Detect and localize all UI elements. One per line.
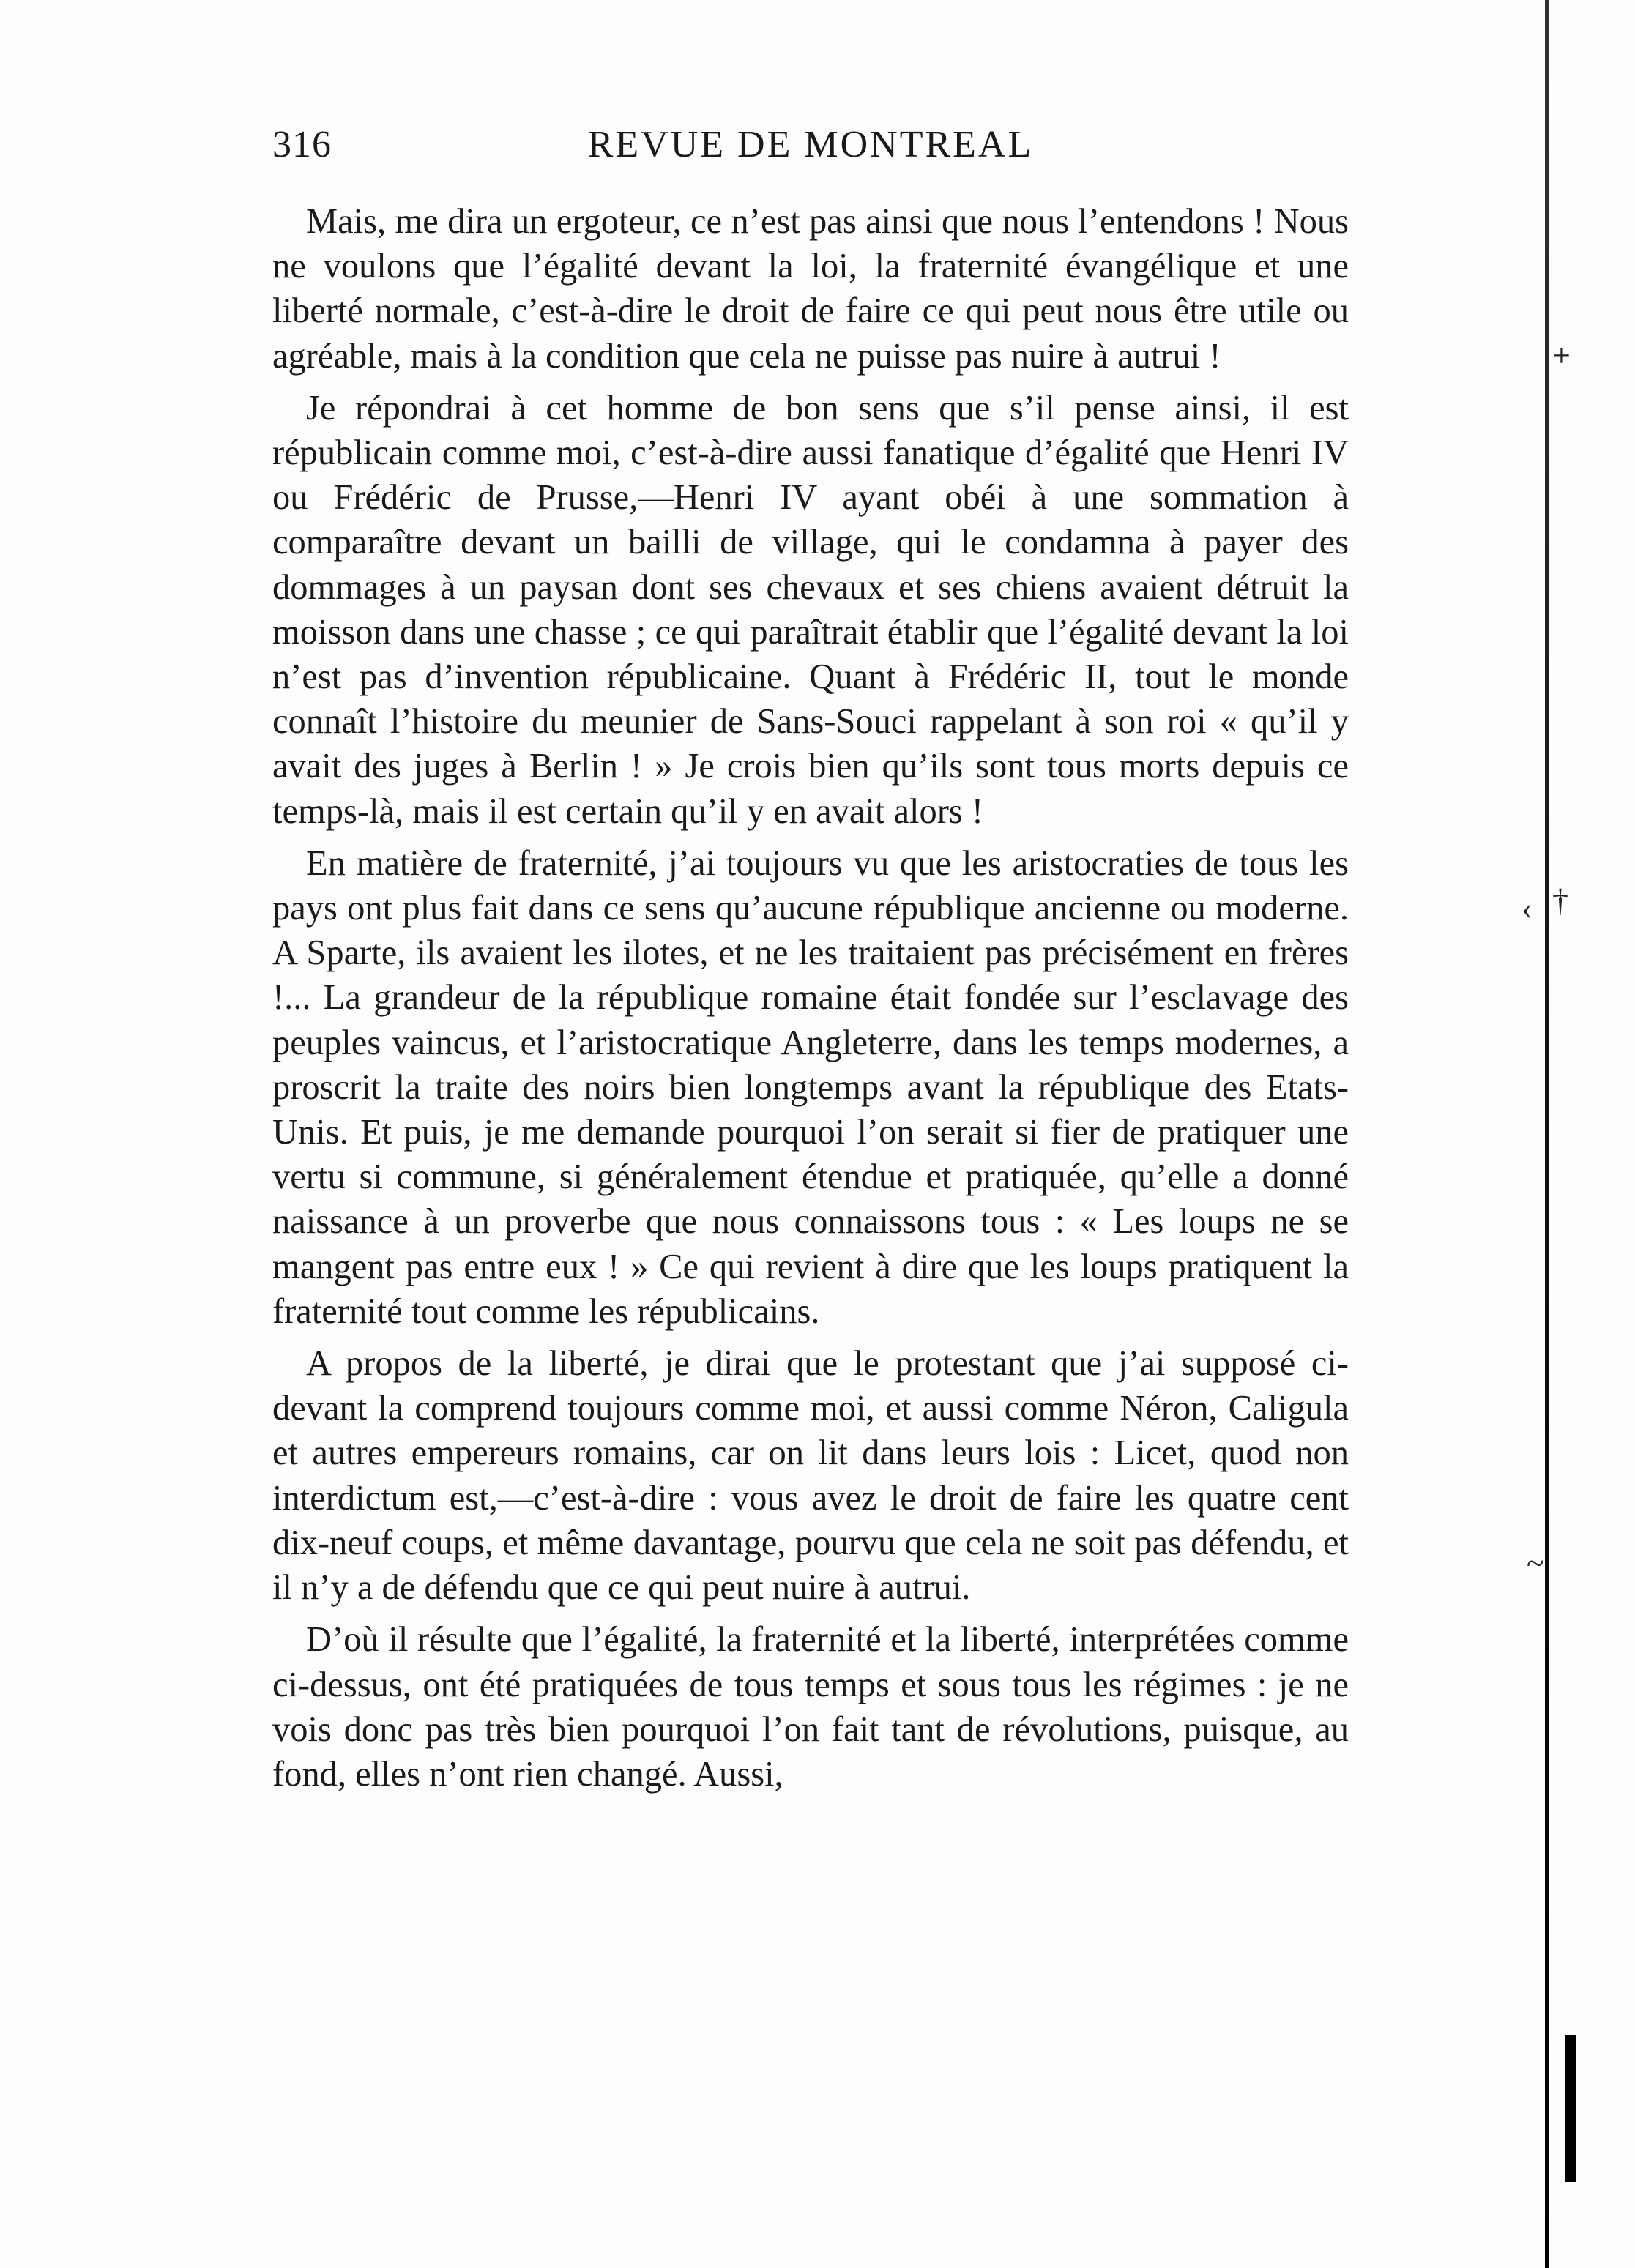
running-head [272,123,1349,182]
paragraph: En matière de fraternité, j’ai toujours vu que les aristocraties de tous les pays ont plus fait dans ce sens qu’aucune république ancienne ou moderne. A Sparte, ils avaient les ilotes, et ne les traitaient pas précisément en frères !... La grandeur de la république romaine était fondée sur l’esclavage des peuples vaincus, et l’aristocratique Angleterre, dans les temps modernes, a proscrit la traite des noirs bien longtemps avant la république des Etats-Unis. Et puis, je me demande pourquoi l’on serait si fier de pratiquer une vertu si commune, si généralement étendue et pratiquée, qu’elle a donné naissance à un proverbe que nous connaissons tous : « Les loups ne se mangent pas entre eux ! » Ce qui revient à dire que les loups pratiquent la fraternité tout comme les républicains. [272,843,1349,1331]
running-title: REVUE DE MONTREAL [587,124,1034,165]
body-text [272,199,1349,1797]
margin-mark-icon: † [1552,883,1568,919]
paragraph: Je répondrai à cet homme de bon sens que s’il pense ainsi, il est républicain comme moi, c’est-à-dire aussi fanatique d’égalité que Henri IV ou Frédéric de Prusse,—Henri IV ayant obéi à une sommation à comparaître devant un bailli de village, qui le condamna à payer des dommages à un paysan dont ses chevaux et ses chiens avaient détruit la moisson dans une chasse ; ce qui paraîtrait établir que l’égalité devant la loi n’est pas d’invention républicaine. Quant à Frédéric II, tout le monde connaît l’histoire du meunier de Sans-Souci rappelant à son roi « qu’il y avait des juges à Berlin ! » Je crois bien qu’ils sont tous morts depuis ce temps-là, mais il est certain qu’il y en avait alors ! [272,388,1349,831]
paragraph: A propos de la liberté, je dirai que le protestant que j’ai supposé ci-devant la comprend toujours comme moi, et aussi comme Néron, Caligula et autres empereurs romains, car on lit dans leurs lois : Licet, quod non interdictum est,—c’est-à-dire : vous avez le droit de faire les quatre cent dix-neuf coups, et même davantage, pourvu que cela ne soit pas défendu, et il n’y a de défendu que ce qui peut nuire à autrui. [272,1344,1349,1608]
page-number: 316 [272,124,332,165]
margin-mark-icon: ~ [1527,1545,1544,1581]
page-edge-shadow [1565,2035,1576,2182]
paragraph: D’où il résulte que l’égalité, la fraternité et la liberté, interprétées comme ci-dessus, ont été pratiquées de tous temps et sous tous les régimes : je ne vois donc pas très bien pourquoi l’on fait tant de révolutions, puisque, au fond, elles n’ont rien changé. Aussi, [272,1620,1349,1794]
paragraph: Mais, me dira un ergoteur, ce n’est pas ainsi que nous l’entendons ! Nous ne voulons que l’égalité devant la loi, la fraternité évangélique et une liberté normale, c’est-à-dire le droit de faire ce qui peut nous être utile ou agréable, mais à la condition que cela ne puisse pas nuire à autrui ! [272,202,1349,376]
margin-mark-icon: ‹ [1522,890,1532,926]
margin-mark-icon: + [1552,337,1571,373]
page-edge-rule [1545,0,1549,2268]
